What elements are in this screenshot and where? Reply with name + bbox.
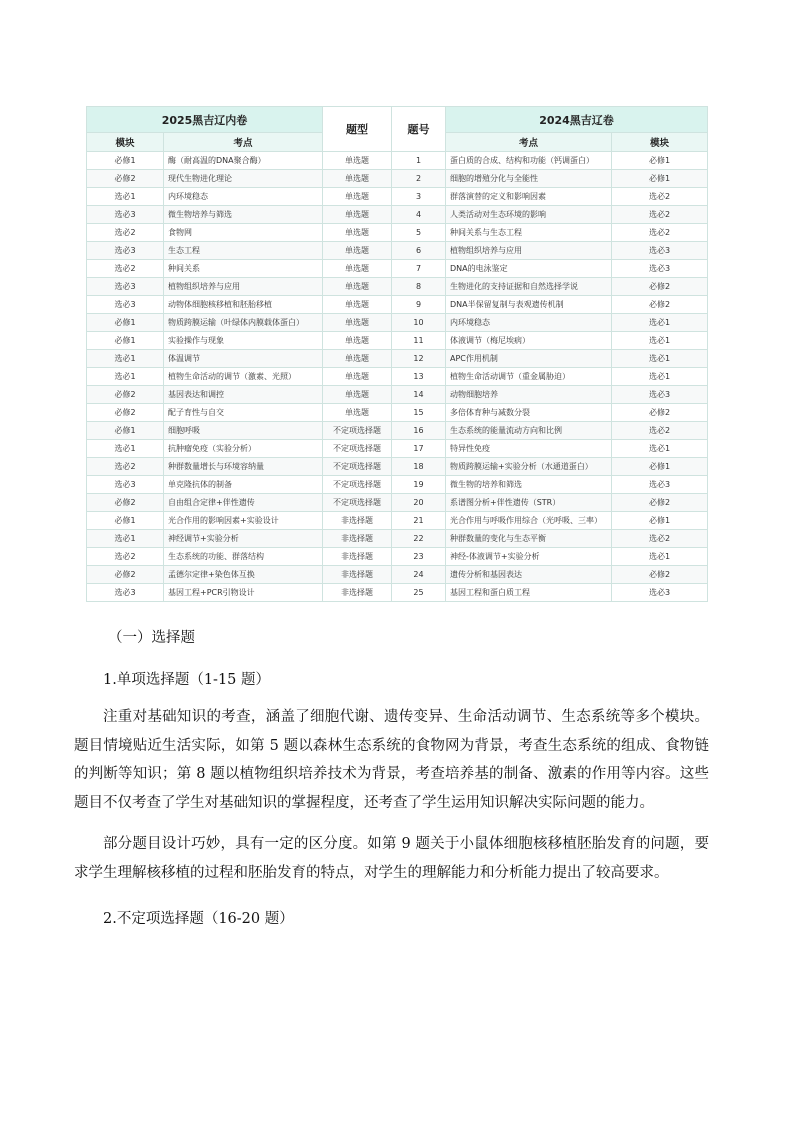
cell-module-2025: 选必2	[87, 224, 164, 242]
cell-module-2025: 选必1	[87, 530, 164, 548]
cell-point-2025: 孟德尔定律+染色体互换	[164, 566, 323, 584]
cell-point-2024: 神经-体液调节+实验分析	[446, 548, 612, 566]
cell-point-2025: 物质跨膜运输（叶绿体内膜载体蛋白）	[164, 314, 323, 332]
cell-module-2024: 必修2	[612, 278, 708, 296]
cell-module-2024: 选必3	[612, 386, 708, 404]
cell-module-2025: 选必1	[87, 368, 164, 386]
table-row	[87, 278, 708, 296]
cell-question-type: 单选题	[323, 170, 392, 188]
cell-module-2025: 必修1	[87, 152, 164, 170]
cell-question-number: 4	[392, 206, 446, 224]
cell-question-number: 20	[392, 494, 446, 512]
cell-module-2024: 选必1	[612, 368, 708, 386]
cell-question-type: 非选择题	[323, 548, 392, 566]
cell-question-type: 不定项选择题	[323, 458, 392, 476]
header-point-2025: 考点	[164, 133, 323, 152]
cell-question-number: 2	[392, 170, 446, 188]
cell-module-2024: 选必1	[612, 350, 708, 368]
cell-point-2024: DNA半保留复制与表观遗传机制	[446, 296, 612, 314]
cell-point-2025: 内环境稳态	[164, 188, 323, 206]
table-row	[87, 566, 708, 584]
subheading-multiple-choice: 2.不定项选择题（16-20 题）	[103, 911, 294, 927]
table-row	[87, 530, 708, 548]
cell-module-2024: 选必3	[612, 260, 708, 278]
cell-point-2025: 种间关系	[164, 260, 323, 278]
cell-question-type: 单选题	[323, 188, 392, 206]
cell-point-2025: 基因工程+PCR引物设计	[164, 584, 323, 602]
cell-point-2024: 特异性免疫	[446, 440, 612, 458]
cell-point-2025: 神经调节+实验分析	[164, 530, 323, 548]
cell-point-2024: 蛋白质的合成、结构和功能（钙调蛋白）	[446, 152, 612, 170]
cell-module-2025: 必修1	[87, 314, 164, 332]
table-body	[87, 152, 708, 602]
cell-point-2025: 动物体细胞核移植和胚胎移植	[164, 296, 323, 314]
table-row	[87, 224, 708, 242]
cell-question-number: 7	[392, 260, 446, 278]
cell-module-2024: 选必2	[612, 422, 708, 440]
cell-module-2025: 选必3	[87, 584, 164, 602]
table-row	[87, 350, 708, 368]
cell-module-2025: 必修2	[87, 386, 164, 404]
cell-question-type: 单选题	[323, 224, 392, 242]
cell-module-2025: 必修2	[87, 404, 164, 422]
cell-point-2024: 群落演替的定义和影响因素	[446, 188, 612, 206]
cell-point-2025: 自由组合定律+伴性遗传	[164, 494, 323, 512]
cell-question-type: 单选题	[323, 296, 392, 314]
cell-point-2025: 体温调节	[164, 350, 323, 368]
cell-point-2025: 植物组织培养与应用	[164, 278, 323, 296]
cell-question-number: 11	[392, 332, 446, 350]
cell-point-2024: 多倍体育种与减数分裂	[446, 404, 612, 422]
table-row	[87, 404, 708, 422]
cell-module-2024: 选必1	[612, 332, 708, 350]
cell-point-2025: 基因表达和调控	[164, 386, 323, 404]
table-row	[87, 386, 708, 404]
cell-question-number: 3	[392, 188, 446, 206]
cell-question-number: 19	[392, 476, 446, 494]
cell-module-2024: 选必1	[612, 548, 708, 566]
cell-module-2024: 选必2	[612, 530, 708, 548]
cell-module-2025: 选必3	[87, 206, 164, 224]
cell-point-2025: 光合作用的影响因素+实验设计	[164, 512, 323, 530]
cell-module-2024: 选必2	[612, 224, 708, 242]
header-2025: 2025黑吉辽内卷	[87, 107, 323, 133]
cell-question-type: 单选题	[323, 368, 392, 386]
cell-module-2024: 选必3	[612, 476, 708, 494]
cell-point-2024: 遗传分析和基因表达	[446, 566, 612, 584]
cell-point-2024: 基因工程和蛋白质工程	[446, 584, 612, 602]
cell-point-2024: 种群数量的变化与生态平衡	[446, 530, 612, 548]
cell-point-2024: 内环境稳态	[446, 314, 612, 332]
cell-module-2025: 选必2	[87, 458, 164, 476]
cell-module-2024: 必修1	[612, 170, 708, 188]
cell-question-type: 不定项选择题	[323, 476, 392, 494]
cell-module-2024: 选必2	[612, 188, 708, 206]
cell-question-number: 15	[392, 404, 446, 422]
table-row	[87, 296, 708, 314]
cell-module-2025: 选必3	[87, 476, 164, 494]
cell-module-2025: 必修2	[87, 494, 164, 512]
cell-module-2025: 必修2	[87, 566, 164, 584]
cell-module-2025: 选必1	[87, 188, 164, 206]
cell-question-number: 18	[392, 458, 446, 476]
table-row	[87, 512, 708, 530]
cell-module-2024: 必修1	[612, 512, 708, 530]
cell-point-2025: 生态系统的功能、群落结构	[164, 548, 323, 566]
cell-point-2025: 食物网	[164, 224, 323, 242]
cell-point-2024: 系谱图分析+伴性遗传（STR）	[446, 494, 612, 512]
cell-question-number: 13	[392, 368, 446, 386]
table-row	[87, 260, 708, 278]
cell-module-2025: 选必2	[87, 548, 164, 566]
cell-module-2025: 必修1	[87, 422, 164, 440]
table-row	[87, 440, 708, 458]
cell-question-type: 非选择题	[323, 530, 392, 548]
cell-question-type: 单选题	[323, 260, 392, 278]
cell-point-2025: 微生物培养与筛选	[164, 206, 323, 224]
table-row	[87, 152, 708, 170]
cell-point-2024: 光合作用与呼吸作用综合（光呼吸、三率）	[446, 512, 612, 530]
cell-point-2025: 细胞呼吸	[164, 422, 323, 440]
cell-point-2024: 微生物的培养和筛选	[446, 476, 612, 494]
cell-question-number: 25	[392, 584, 446, 602]
table-header-row	[87, 107, 708, 133]
analysis-text	[74, 628, 709, 929]
cell-question-number: 21	[392, 512, 446, 530]
cell-module-2025: 选必3	[87, 278, 164, 296]
table-row	[87, 314, 708, 332]
cell-question-type: 单选题	[323, 152, 392, 170]
subheading-single-choice: 1.单项选择题（1-15 题）	[103, 672, 271, 688]
cell-point-2024: 体液调节（梅尼埃病）	[446, 332, 612, 350]
cell-module-2024: 必修2	[612, 566, 708, 584]
cell-question-number: 22	[392, 530, 446, 548]
header-question-number: 题号	[392, 107, 446, 152]
cell-point-2024: 种间关系与生态工程	[446, 224, 612, 242]
cell-point-2024: 植物生命活动调节（重金属胁迫）	[446, 368, 612, 386]
header-module-2024: 模块	[612, 133, 708, 152]
table-row	[87, 422, 708, 440]
cell-question-number: 8	[392, 278, 446, 296]
cell-question-number: 6	[392, 242, 446, 260]
cell-question-type: 非选择题	[323, 584, 392, 602]
cell-point-2024: 植物组织培养与应用	[446, 242, 612, 260]
cell-question-type: 非选择题	[323, 566, 392, 584]
cell-point-2024: 生物进化的支持证据和自然选择学说	[446, 278, 612, 296]
header-point-2024: 考点	[446, 133, 612, 152]
cell-module-2025: 选必3	[87, 242, 164, 260]
table-row	[87, 170, 708, 188]
cell-question-number: 12	[392, 350, 446, 368]
cell-question-type: 单选题	[323, 242, 392, 260]
table-row	[87, 368, 708, 386]
cell-question-type: 非选择题	[323, 512, 392, 530]
cell-module-2024: 选必3	[612, 242, 708, 260]
cell-question-type: 单选题	[323, 404, 392, 422]
table-row	[87, 188, 708, 206]
cell-module-2024: 选必1	[612, 314, 708, 332]
cell-question-type: 单选题	[323, 350, 392, 368]
table-row	[87, 584, 708, 602]
cell-point-2025: 种群数量增长与环境容纳量	[164, 458, 323, 476]
cell-point-2024: 人类活动对生态环境的影响	[446, 206, 612, 224]
cell-question-type: 单选题	[323, 278, 392, 296]
cell-module-2024: 选必2	[612, 206, 708, 224]
cell-point-2025: 植物生命活动的调节（激素、光照）	[164, 368, 323, 386]
cell-point-2024: APC作用机制	[446, 350, 612, 368]
cell-question-type: 不定项选择题	[323, 422, 392, 440]
cell-module-2024: 必修2	[612, 404, 708, 422]
paragraph-single-choice-discrimination: 部分题目设计巧妙，具有一定的区分度。如第 9 题关于小鼠体细胞核移植胚胎发育的问题，要求学生理解核移植的过程和胚胎发育的特点，对学生的理解能力和分析能力提出了较高要求。	[74, 836, 709, 881]
cell-question-number: 1	[392, 152, 446, 170]
header-module-2025: 模块	[87, 133, 164, 152]
table-row	[87, 458, 708, 476]
cell-point-2025: 实验操作与现象	[164, 332, 323, 350]
cell-question-number: 9	[392, 296, 446, 314]
cell-question-number: 23	[392, 548, 446, 566]
cell-question-type: 单选题	[323, 332, 392, 350]
table-row	[87, 206, 708, 224]
cell-point-2025: 现代生物进化理论	[164, 170, 323, 188]
cell-point-2024: 生态系统的能量流动方向和比例	[446, 422, 612, 440]
cell-module-2025: 选必2	[87, 260, 164, 278]
cell-point-2025: 酶（耐高温的DNA聚合酶）	[164, 152, 323, 170]
cell-question-type: 不定项选择题	[323, 440, 392, 458]
cell-question-type: 不定项选择题	[323, 494, 392, 512]
table-row	[87, 242, 708, 260]
cell-question-type: 单选题	[323, 206, 392, 224]
cell-question-number: 14	[392, 386, 446, 404]
cell-module-2025: 必修2	[87, 170, 164, 188]
cell-module-2024: 必修1	[612, 152, 708, 170]
cell-question-type: 单选题	[323, 314, 392, 332]
cell-question-number: 16	[392, 422, 446, 440]
cell-module-2024: 选必1	[612, 440, 708, 458]
cell-question-number: 10	[392, 314, 446, 332]
cell-question-number: 5	[392, 224, 446, 242]
cell-module-2024: 必修1	[612, 458, 708, 476]
table-row	[87, 332, 708, 350]
exam-comparison-table	[86, 106, 708, 602]
cell-question-number: 24	[392, 566, 446, 584]
cell-module-2025: 必修1	[87, 512, 164, 530]
header-question-type: 题型	[323, 107, 392, 152]
cell-point-2025: 抗肿瘤免疫（实验分析）	[164, 440, 323, 458]
cell-question-number: 17	[392, 440, 446, 458]
cell-module-2025: 选必3	[87, 296, 164, 314]
cell-point-2024: 物质跨膜运输+实验分析（水通道蛋白）	[446, 458, 612, 476]
cell-module-2024: 必修2	[612, 494, 708, 512]
header-2024: 2024黑吉辽卷	[446, 107, 708, 133]
cell-module-2025: 必修1	[87, 332, 164, 350]
cell-point-2024: 细胞的增殖分化与全能性	[446, 170, 612, 188]
cell-module-2024: 选必3	[612, 584, 708, 602]
cell-point-2024: DNA的电泳鉴定	[446, 260, 612, 278]
exam-comparison-table-wrap	[86, 106, 707, 602]
section-title: （一）选择题	[108, 630, 195, 646]
cell-module-2025: 选必1	[87, 440, 164, 458]
cell-point-2025: 配子育性与自交	[164, 404, 323, 422]
cell-point-2024: 动物细胞培养	[446, 386, 612, 404]
cell-module-2024: 必修2	[612, 296, 708, 314]
cell-module-2025: 选必1	[87, 350, 164, 368]
table-row	[87, 548, 708, 566]
cell-point-2025: 单克隆抗体的制备	[164, 476, 323, 494]
paragraph-single-choice-basics: 注重对基础知识的考查，涵盖了细胞代谢、遗传变异、生命活动调节、生态系统等多个模块。题目情境贴近生活实际，如第 5 题以森林生态系统的食物网为背景，考查生态系统的组成、食物链的判断等知识；第 8 题以植物组织培养技术为背景，考查培养基的制备、激素的作用等内容。这些题目不仅考查了学生对基础知识的掌握程度，还考查了学生运用知识解决实际问题的能力。	[74, 709, 709, 811]
cell-question-type: 单选题	[323, 386, 392, 404]
table-row	[87, 494, 708, 512]
cell-point-2025: 生态工程	[164, 242, 323, 260]
table-row	[87, 476, 708, 494]
